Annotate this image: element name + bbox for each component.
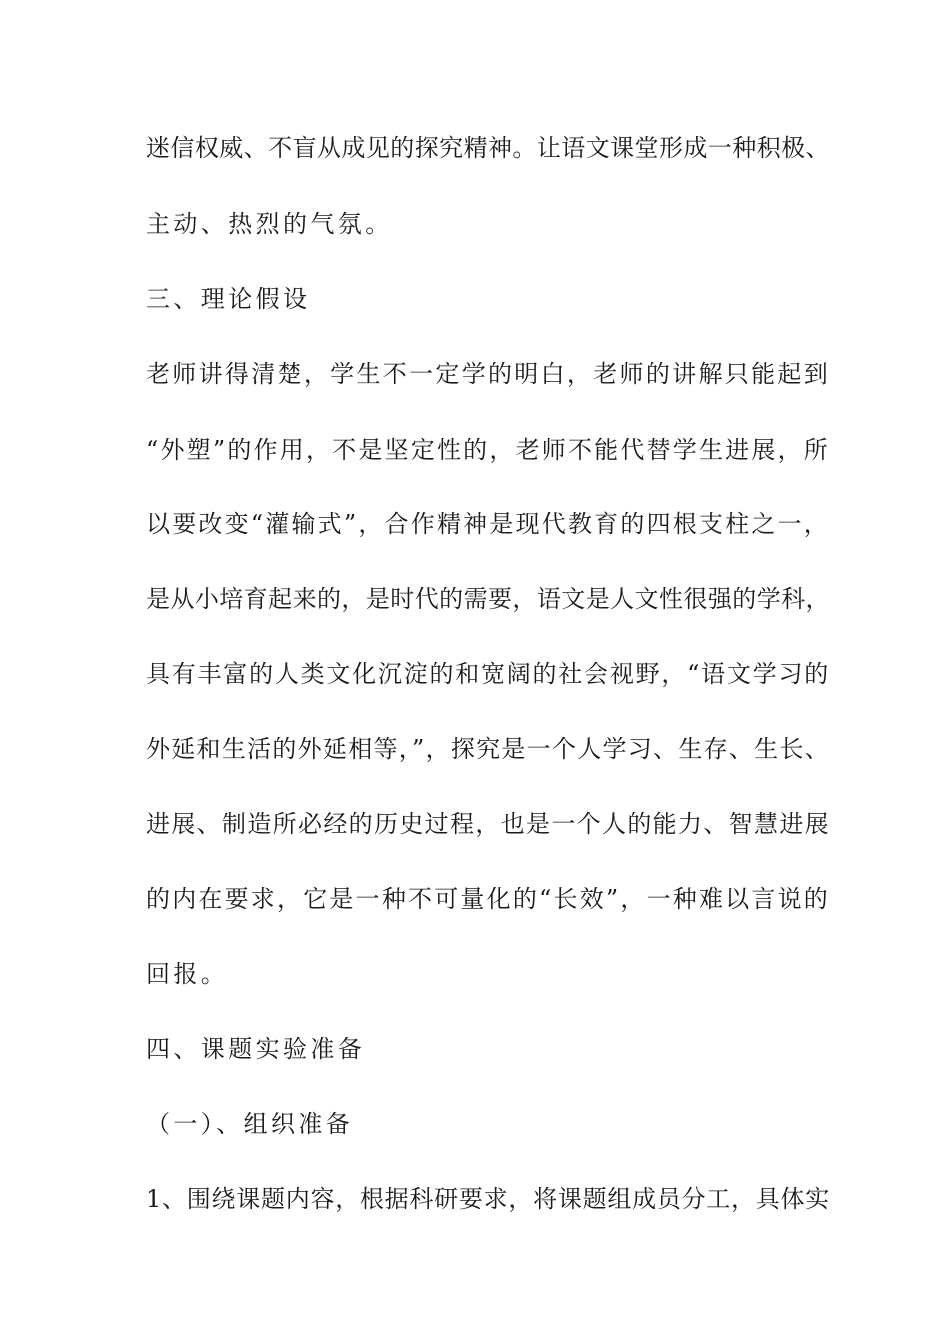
subsection-heading: （一）、组织准备	[146, 1110, 354, 1138]
paragraph-line: “外塑”的作用，不是坚定性的，老师不能代替学生进展，所	[146, 436, 830, 464]
list-item: 1、围绕课题内容，根据科研要求，将课题组成员分工，具体实	[146, 1185, 830, 1213]
paragraph-line: 进展、制造所必经的历史过程，也是一个人的能力、智慧进展	[146, 810, 830, 838]
paragraph-line: 主动、热烈的气氛。	[146, 210, 393, 238]
paragraph-line: 的内在要求，它是一种不可量化的“长效”，一种难以言说的	[146, 885, 830, 913]
paragraph-line: 回报。	[146, 960, 229, 988]
paragraph-line: 外延和生活的外延相等，”，探究是一个人学习、生存、生长、	[146, 735, 830, 763]
paragraph-line: 以要改变“灌输式”，合作精神是现代教育的四根支柱之一，	[146, 510, 830, 538]
paragraph-line: 迷信权威、不盲从成见的探究精神。让语文课堂形成一种积极、	[146, 134, 830, 162]
paragraph-line: 老师讲得清楚，学生不一定学的明白，老师的讲解只能起到	[146, 360, 830, 388]
paragraph-line: 是从小培育起来的，是时代的需要，语文是人文性很强的学科，	[146, 585, 830, 613]
section-heading: 三、理论假设	[146, 285, 311, 313]
section-heading: 四、课题实验准备	[146, 1035, 366, 1063]
paragraph-line: 具有丰富的人类文化沉淀的和宽阔的社会视野，“语文学习的	[146, 660, 830, 688]
